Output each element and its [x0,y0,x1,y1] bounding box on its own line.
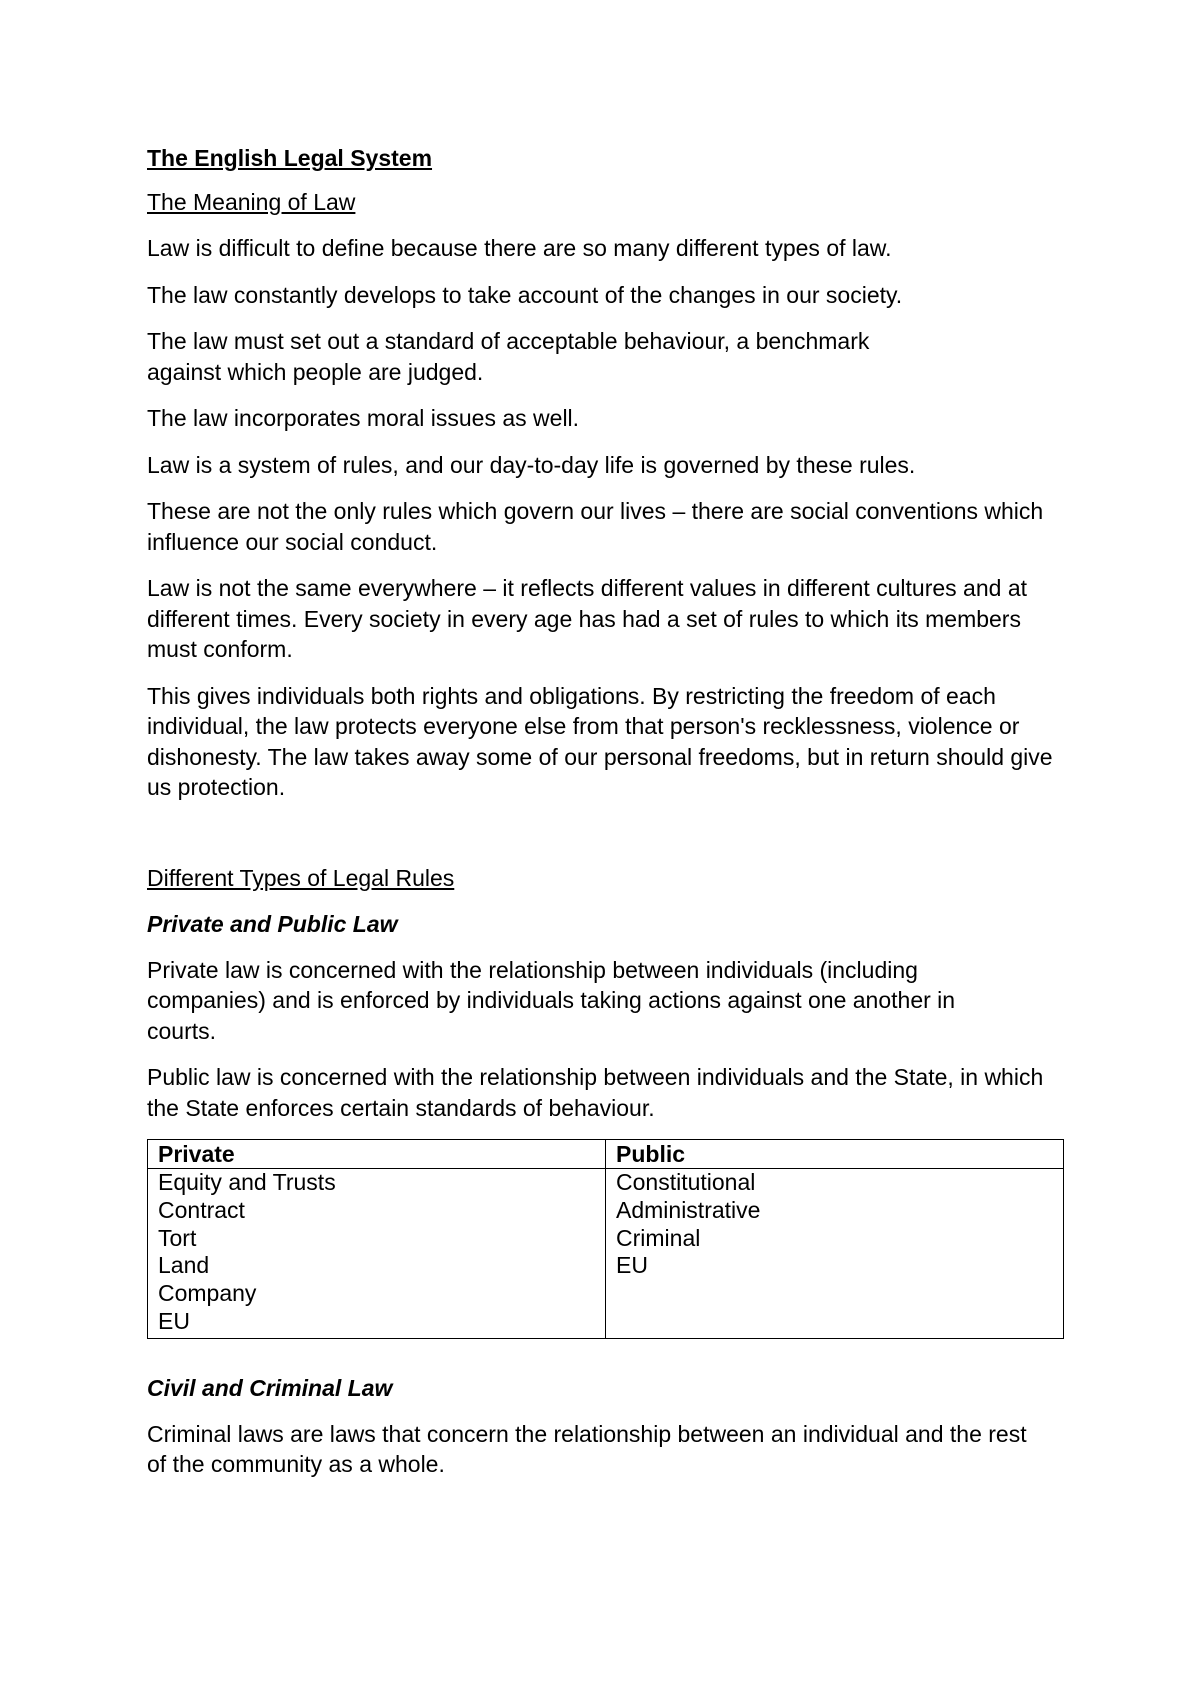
meaning-paragraph: The law constantly develops to take account of the changes in our society. [147,281,903,308]
meaning-paragraph: The law must set out a standard of acceptable behaviour, a benchmark against which people are judged. [147,328,870,385]
meaning-paragraph: This gives individuals both rights and obligations. By restricting the freedom of each individual, the law protects everyone else from that person's recklessness, violence or dishonesty. The law takes away some of our personal freedoms, but in return should give us protection. [147,682,1053,800]
meaning-heading: The Meaning of Law [147,189,356,215]
meaning-paragraph: These are not the only rules which govern our lives – there are social conventions which influence our social conduct. [147,498,1044,555]
list-item: Land [158,1252,210,1279]
list-item: Tort [158,1224,197,1251]
blank-line [147,819,1067,863]
law-types-table [147,1139,1064,1339]
meaning-paragraph: The law incorporates moral issues as well. [147,405,580,431]
private-public-heading: Private and Public Law [147,910,398,937]
table-row [148,1169,1064,1339]
criminal-law-paragraph: Criminal laws are laws that concern the relationship between an individual and the rest of the community as a whole. [147,1420,1027,1478]
meaning-paragraph: Law is a system of rules, and our day-to-day life is governed by these rules. [147,451,916,478]
public-law-paragraph: Public law is concerned with the relationship between individuals and the State, in which the State enforces certain standards of behaviour. [147,1064,1044,1121]
table-header-row [148,1140,1064,1169]
list-item: EU [616,1252,648,1279]
list-item: Criminal [616,1224,701,1251]
private-law-paragraph: Private law is concerned with the relationship between individuals (including companies) and is enforced by individuals taking actions against one another in courts. [147,956,956,1044]
blank-line [147,1359,1067,1373]
types-heading: Different Types of Legal Rules [147,864,455,891]
list-item: Contract [158,1196,245,1223]
private-law-list [148,1169,606,1339]
list-item: Constitutional [616,1169,756,1195]
list-item: Administrative [616,1196,761,1223]
list-item: Equity and Trusts [158,1169,336,1195]
list-item: EU [158,1307,190,1334]
document-title: The English Legal System [147,145,433,171]
document-page [147,143,1067,1496]
table-header-private: Private [148,1140,606,1169]
list-item: Company [158,1280,257,1307]
civil-criminal-heading: Civil and Criminal Law [147,1374,393,1401]
public-law-list [606,1169,1064,1339]
meaning-paragraph: Law is not the same everywhere – it reflects different values in different cultures and at different times. Every society in every age has had a set of rules to which its members must conform. [147,575,1028,662]
meaning-paragraph: Law is difficult to define because there are so many different types of law. [147,235,892,261]
table-header-public: Public [606,1140,1064,1169]
